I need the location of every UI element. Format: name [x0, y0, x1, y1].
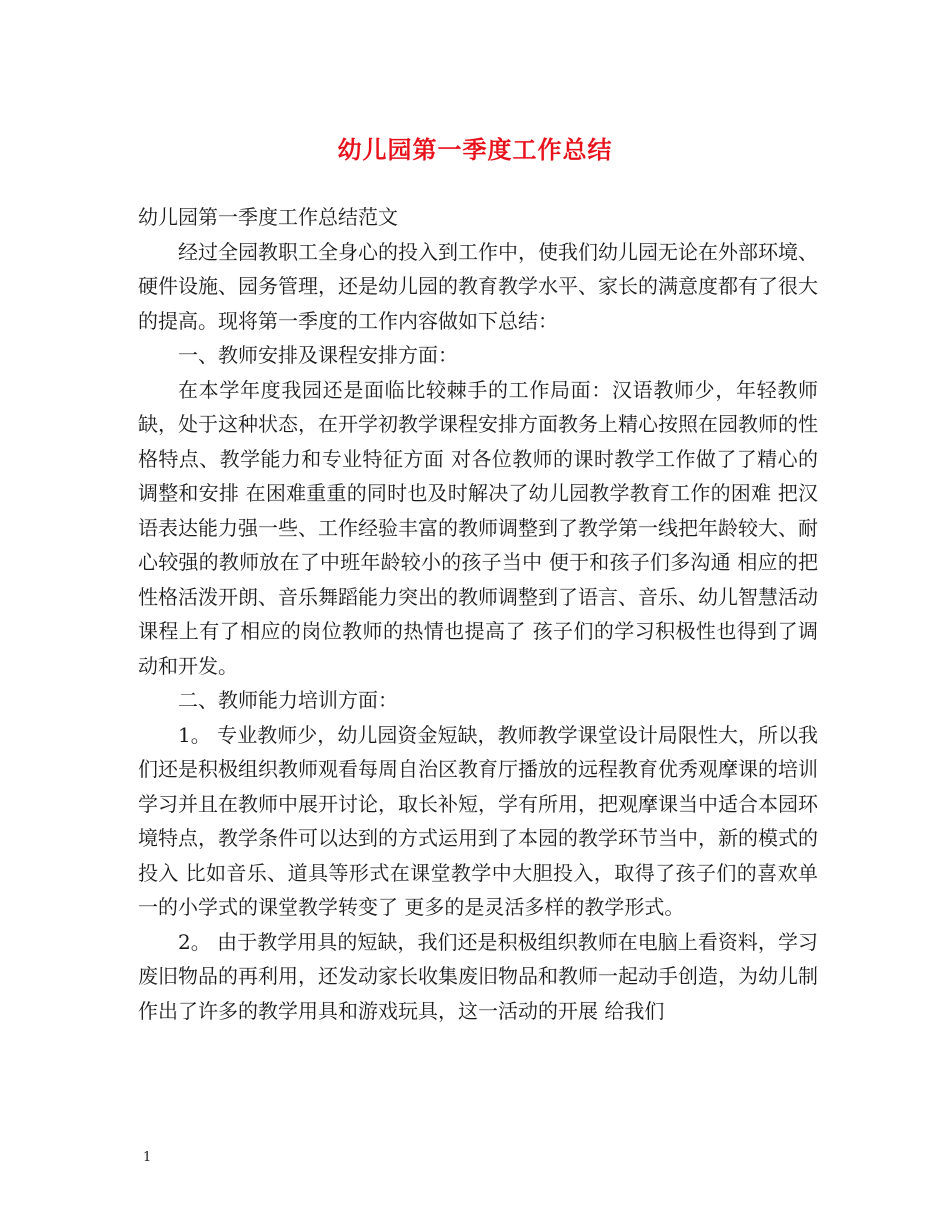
section-heading-teacher-training: 二、教师能力培训方面：	[178, 688, 398, 712]
paragraph-training-item-1: 1。 专业教师少，幼儿园资金短缺，教师教学课堂设计局限性大，所以我们还是积极组织教师观看每周自治区教育厅播放的远程教育优秀观摩课的培训学习并且在教师中展开讨论，取长补短，学有所用，把观摩课当中适合本园环境特点，教学条件可以达到的方式运用到了本园的教学环节当中，新的模式的投入 比如音乐、道具等形式在课堂教学中大胆投入，取得了孩子们的喜欢单一的小学式的课堂教学转变了 更多的是灵活多样的教学形式。	[138, 722, 818, 919]
paragraph-training-item-2: 2。 由于教学用具的短缺，我们还是积极组织教师在电脑上看资料，学习废旧物品的再利用，还发动家长收集废旧物品和教师一起动手创造，为幼儿制作出了许多的教学用具和游戏玩具，这一活动的开展 给我们	[138, 929, 818, 1023]
paragraph-teacher-arrangement: 在本学年度我园还是面临比较棘手的工作局面：汉语教师少，年轻教师缺，处于这种状态，在开学初教学课程安排方面教务上精心按照在园教师的性格特点、教学能力和专业特征方面 对各位教师的课时教学工作做了了精心的调整和安排 在困难重重的同时也及时解决了幼儿园教学教育工作的困难 把汉语表达能力强一些、工作经验丰富的教师调整到了教学第一线把年龄较大、耐心较强的教师放在了中班年龄较小的孩子当中 便于和孩子们多沟通 相应的把性格活泼开朗、音乐舞蹈能力突出的教师调整到了语言、音乐、幼儿智慧活动课程上有了相应的岗位教师的热情也提高了 孩子们的学习积极性也得到了调动和开发。	[138, 377, 818, 678]
section-heading-teacher-arrangement: 一、教师安排及课程安排方面：	[178, 343, 458, 367]
document-body	[138, 200, 818, 1028]
page-number: 1	[143, 1150, 152, 1165]
document-subtitle: 幼儿园第一季度工作总结范文	[138, 205, 398, 229]
paragraph-intro: 经过全园教职工全身心的投入到工作中，使我们幼儿园无论在外部环境、硬件设施、园务管理，还是幼儿园的教育教学水平、家长的满意度都有了很大的提高。现将第一季度的工作内容做如下总结：	[138, 239, 818, 333]
document-title: 幼儿园第一季度工作总结	[337, 135, 613, 164]
